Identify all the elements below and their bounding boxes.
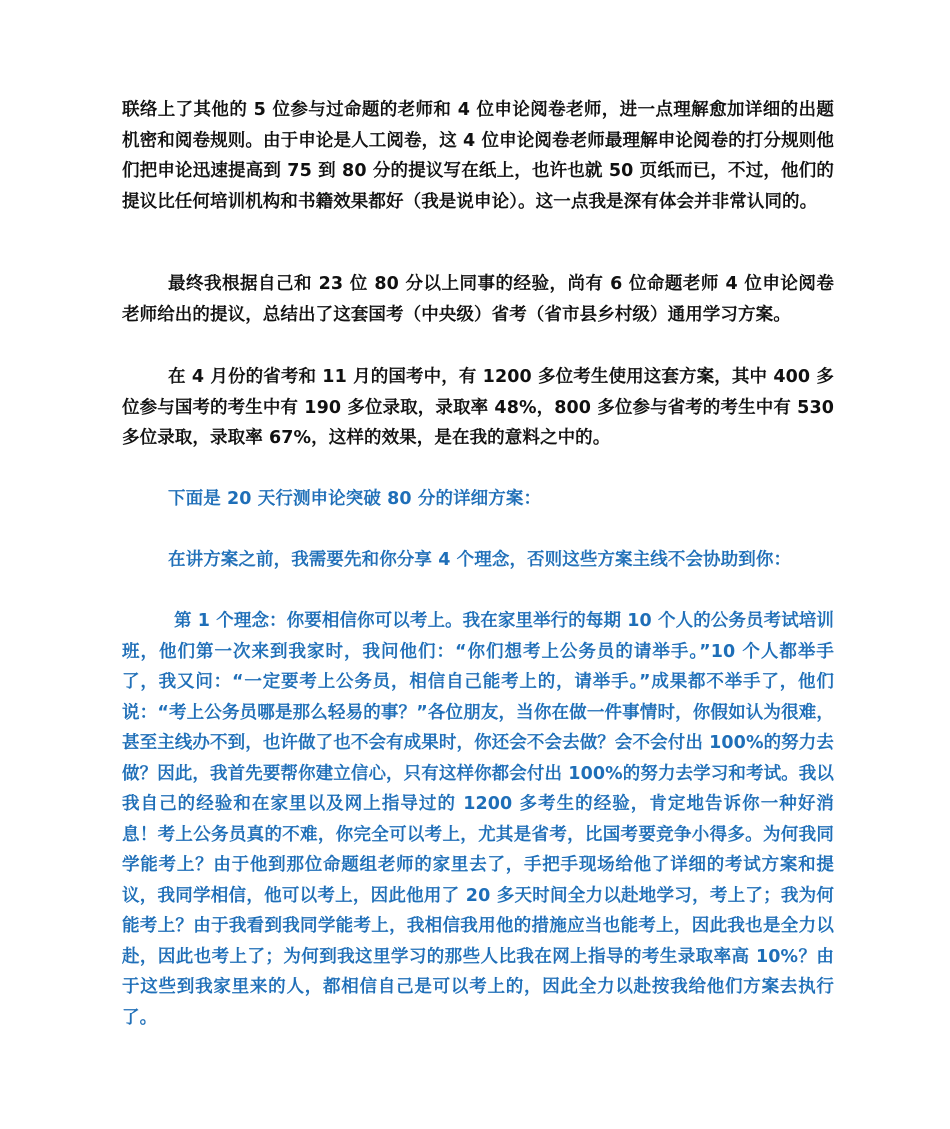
paragraph-results: 在 4 月份的省考和 11 月的国考中，有 1200 多位考生使用这套方案，其中 400 多位参与国考的考生中有 190 多位录取，录取率 48%，800 多位参与省考的考生中有 530 多位录取，录取率 67%，这样的效果，是在我的意料之中的。 [122, 367, 834, 448]
section-heading-concepts: 在讲方案之前，我需要先和你分享 4 个理念，否则这些方案主线不会协助到你： [168, 550, 792, 570]
paragraph-summary: 最终我根据自己和 23 位 80 分以上同事的经验，尚有 6 位命题老师 4 位申论阅卷老师给出的提议，总结出了这套国考（中央级）省考（省市县乡村级）通用学习方案。 [122, 274, 834, 325]
paragraph-intro: 联络上了其他的 5 位参与过命题的老师和 4 位申论阅卷老师，进一点理解愈加详细的出题机密和阅卷规则。由于申论是人工阅卷，这 4 位申论阅卷老师最理解申论阅卷的打分规则他们把申论迅速提高到 75 到 80 分的提议写在纸上，也许也就 50 页纸而已，不过，他们的提议比任何培训机构和书籍效果都好（我是说申论）。这一点我是深有体会并非常认同的。 [122, 100, 834, 212]
paragraph-concept-1: 第 1 个理念：你要相信你可以考上。我在家里举行的每期 10 个人的公务员考试培训班，他们第一次来到我家时，我问他们：“你们想考上公务员的请举手。”10 个人都举手了，我又问：“一定要考上公务员，相信自己能考上的，请举手。”成果都不举手了，他们说：“考上公务员哪是那么轻易的事？”各位朋友，当你在做一件事情时，你假如认为很难，甚至主线办不到，也许做了也不会有成果时，你还会不会去做？会不会付出 100%的努力去做？因此，我首先要帮你建立信心，只有这样你都会付出 100%的努力去学习和考试。我以我自己的经验和在家里以及网上指导过的 1200 多考生的经验，肯定地告诉你一种好消息！考上公务员真的不难，你完全可以考上，尤其是省考，比国考要竞争小得多。为何我同学能考上？由于他到那位命题组老师的家里去了，手把手现场给他了详细的考试方案和提议，我同学相信，他可以考上，因此他用了 20 多天时间全力以赴地学习，考上了；我为何能考上？由于我看到我同学能考上，我相信我用他的措施应当也能考上，因此我也是全力以赴，因此也考上了；为何到我这里学习的那些人比我在网上指导的考生录取率高 10%？由于这些到我家里来的人，都相信自己是可以考上的，因此全力以赴按我给他们方案去执行了。 [122, 611, 834, 1028]
section-heading-plan: 下面是 20 天行测申论突破 80 分的详细方案： [168, 489, 542, 509]
